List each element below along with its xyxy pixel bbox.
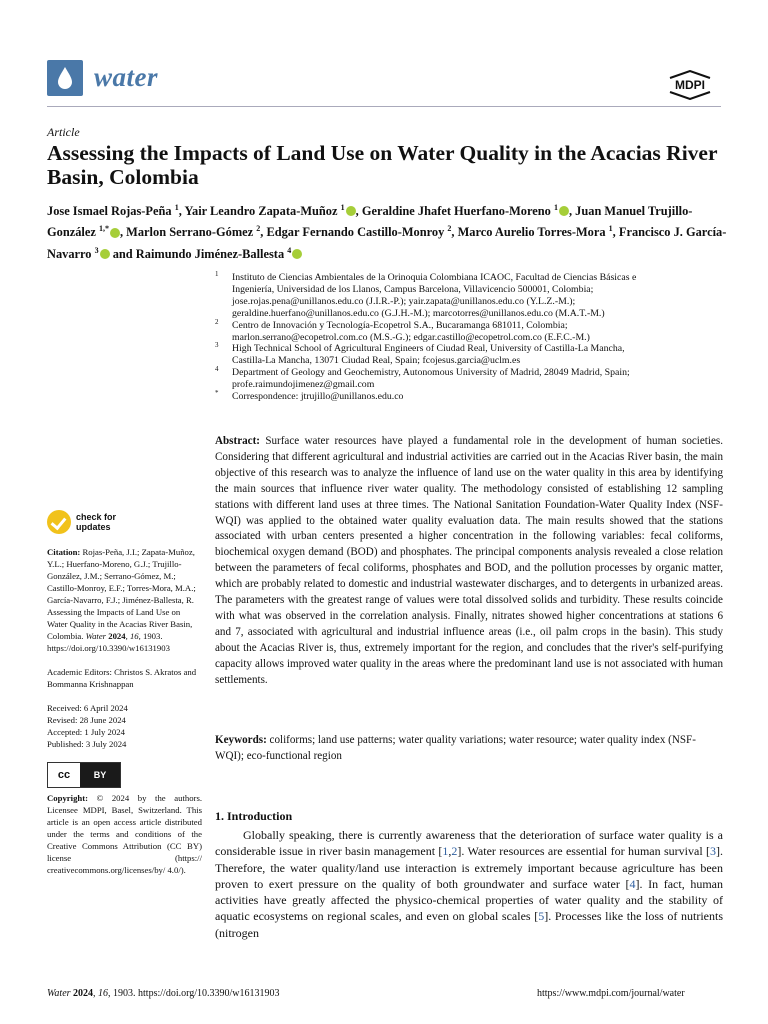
journal-logo-icon [47,60,83,96]
author-affiliation-sup: 2 [256,224,261,234]
affiliation [215,343,725,367]
affiliation-line: marlon.serrano@ecopetrol.com.co (M.S.-G.); edgar.castillo@ecopetrol.com.co (E.F.C.-M.) [232,331,590,343]
affiliation-number: 1 [215,270,219,278]
by-icon: BY [80,763,120,787]
intro-text: ]. Water resources are essential for human survival [ [457,844,711,859]
citation-doi[interactable]: , 1903. https://doi.org/10.3390/w16131903 [47,631,170,653]
affiliation-line: Instituto de Ciencias Ambientales de la Orinoquia Colombiana ICAOC, Facultad de Ciencias Básicas e [232,272,637,283]
affiliation-line: profe.raimundojimenez@gmail.com [232,379,375,391]
author-name: Geraldine Jhafet Huerfano-Moreno [361,204,554,219]
footer-doi[interactable]: , 1903. https://doi.org/10.3390/w16131903 [108,988,280,999]
check-for-updates-badge[interactable] [47,510,202,534]
mdpi-logo[interactable] [664,70,716,100]
affiliation [215,367,725,391]
affiliation-number: 4 [215,365,219,374]
check-updates-line1: check for [76,512,117,522]
author-name: Francisco J. García-Navarro [47,225,727,261]
reference-link[interactable]: 5 [538,909,545,924]
author-affiliation-sup: 1 [608,224,613,234]
paper-title: Assessing the Impacts of Land Use on Water Quality in the Acacias River Basin, Colombia [47,141,718,189]
affiliation-line: High Technical School of Agricultural Engineers of Ciudad Real, University of Castilla-La Mancha, [232,343,625,355]
affiliation-number: 2 [215,317,219,326]
reference-link[interactable]: 1 [442,844,449,859]
date-revised: Revised: 28 June 2024 [47,715,126,725]
author-name: Marlon Serrano-Gómez [126,225,257,240]
author-name: Juan Manuel Trujillo-González [47,204,693,240]
author-name: Edgar Fernando Castillo-Monroy [266,225,448,240]
author-affiliation-sup: 1 [174,203,179,212]
author-name: Jose Ismael Rojas-Peña [47,204,175,219]
affiliation-line: jose.rojas.pena@unillanos.edu.co (J.I.R.-P.); yair.zapata@unillanos.edu.co (Y.L.Z.-M.); [232,295,576,307]
check-updates-icon [47,510,71,534]
affiliation-line: Centro de Innovación y Tecnología-Ecopetrol S.A., Bucaramanga 681011, Colombia; [232,319,568,331]
footer-journal: Water [47,988,71,999]
orcid-icon[interactable] [559,206,569,216]
dates [47,702,202,750]
orcid-icon[interactable] [346,206,356,216]
reference-link[interactable]: 4 [629,876,636,891]
abstract [215,434,723,689]
citation: Citation: Rojas-Peña, J.I.; Zapata-Muñoz, Y.L.; Huerfano-Moreno, G.J.; Trujillo-González, J.M.; Serrano-Gómez, M.; Castillo-Monroy, E.F.; Torres-Mora, M.A.; García-Navarro, F.J.; Jiménez-Ballesta, R. Assessing the Impacts of Land Use on Water Quality in the Acacias River Basin, Colombia. Water 2024, 16, 1903. https://doi.org/10.3390/w16131903 [47,547,196,653]
affiliation [215,272,725,320]
intro-text: Globally speaking, there is currently awareness that the deterioration of surface water quality is a considerable issue in river basin management [ [215,828,723,859]
intro-paragraph [215,827,723,941]
orcid-icon[interactable] [110,228,120,238]
keywords [215,732,723,764]
intro-text: ]. Therefore, the water quality/land use interaction is extremely important because agriculture has been proven to exert pressure on the quality of both groundwater and surface water [ [215,844,724,891]
author-affiliation-sup: 3 [94,245,99,255]
author-affiliation-sup: 4 [287,245,292,255]
affiliation [215,391,725,403]
date-published: Published: 3 July 2024 [47,739,127,749]
mdpi-logo-text: MDPI [675,78,705,92]
citation-volume: 16 [129,631,139,641]
affiliation-line: geraldine.huerfano@unillanos.edu.co (G.J.H.-M.); marcotorres@unillanos.edu.co (M.A.T.-M.) [232,307,605,319]
affiliations [215,272,725,403]
author-name: Yair Leandro Zapata-Muñoz [184,204,341,219]
author-list: Jose Ismael Rojas-Peña $^1$, Yair Leandro Zapata-Muñoz $^1$ , Geraldine Jhafet Huerfano-Moreno $^1$ , Juan Manuel Trujillo-González $^{1,*}$ , Marlon Serrano-Gómez $^2$, Edgar Fernando Castillo-Monroy $^2$, Marco Aurelio Torres-Mora $^1$, Francisco J. García-Navarro $^3$ and Raimundo Jiménez-Ballesta $^4$ [47,203,727,261]
academic-editors: Academic Editors: Christos S. Akratos and Bommanna Krishnappan [47,667,197,689]
affiliation [215,317,725,344]
affiliation-number: * [215,389,219,398]
author-name: Raimundo Jiménez-Ballesta [135,246,288,261]
citation-label: Citation: [47,547,81,557]
copyright-text: © 2024 by the authors. Licensee MDPI, Basel, Switzerland. This article is an open access article distributed under the terms and conditions of the Creative Commons Attribution (CC BY) license (https:// creativecommons.org/licenses/by/ 4.0/). [47,793,202,875]
affiliation-line: Castilla-La Mancha, 13071 Ciudad Real, Spain; fcojesus.garcia@uclm.es [232,355,521,367]
check-updates-line2: updates [76,522,111,532]
abstract-text: Surface water resources have played a fundamental role in the development of human societies. Considering that different agricultural and industrial activities are carried out in the Acacias River basin, the main objective of this research was to analyze the influence of land use on the water quality in this area by identifying the main sources that influence river water quality. The methodology consisted of establishing 12 sampling stations with different land uses at three times. The National Sanitation Foundation-Water Quality Index (NSF-WQI) was applied to the obtained water quality evaluation data. The main results showed that the stations associated with urban centers presented a higher concentration in the following variables: fecal coliforms, biochemical oxygen demand (BOD) and phosphates. The principal components analysis revealed a close relation between the parameters of fecal coliforms, phosphates and BOD, and the pollution processes by organic matter, which are probably related to domestic and industrial wastewater discharges, and to detergents in urbanized areas. The parameters with the greatest range of values were total dissolved solids and turbidity. These results coincide with what was observed in the correlation analysis. Finally, nitrates showed higher concentrations at stations 6 and 7, associated with agricultural and industrial influence areas (i.e., oil palm crops in the basin). This study about the Acacias River is, thus, extremely important for the region, and concludes that the river's self-purifying capacity allows improved water quality in the areas where the predominant land use is not associated with human settlements. [215,435,723,686]
intro-text: ]. In fact, human activities have greatly affected the physico-chemical properties of water quality and the stability of aquatic ecosystems on regional scales, and even on global scales [ [215,876,723,924]
footer-journal-url[interactable]: https://www.mdpi.com/journal/water [537,988,685,999]
sidebar [47,510,202,876]
date-received: Received: 6 April 2024 [47,703,128,713]
reference-link[interactable]: 3 [710,844,717,859]
citation-journal: Water [85,631,107,641]
orcid-icon[interactable] [292,249,302,259]
copyright [47,792,202,876]
footer-year: 2024 [73,988,94,999]
copyright-label: Copyright: [47,793,89,803]
footer-volume: 16 [98,988,109,999]
author-name: Marco Aurelio Torres-Mora [457,225,609,240]
reference-link[interactable]: 2 [451,844,458,859]
citation-year: 2024 [108,631,126,641]
article-type: Article [47,125,80,139]
header-divider [47,106,721,107]
author-affiliation-sup: 2 [447,224,452,234]
journal-name[interactable]: water [94,62,159,92]
affiliation-line: Ingeniería, Universidad de los Llanos, Campus Barcelona, Villavicencio 500001, Colombia; [232,283,594,295]
intro-text: , [448,844,452,859]
abstract-label: Abstract: [215,435,260,447]
affiliation-line: Department of Geology and Geochemistry, Autonomous University of Madrid, 28049 Madrid, Spain; [232,367,630,379]
cc-by-badge[interactable] [47,762,121,788]
date-accepted: Accepted: 1 July 2024 [47,727,125,737]
orcid-icon[interactable] [100,249,110,259]
section-heading: 1. Introduction [215,809,293,823]
affiliation-line: Correspondence: jtrujillo@unillanos.edu.co [232,391,404,403]
author-affiliation-sup: 1 [340,203,345,212]
cc-icon: cc [48,763,80,787]
citation-text: Rojas-Peña, J.I.; Zapata-Muñoz, Y.L.; Huerfano-Moreno, G.J.; Trujillo-González, J.M.; Serrano-Gómez, M.; Castillo-Monroy, E.F.; Torres-Mora, M.A.; García-Navarro, F.J.; Jiménez-Ballesta, R. Assessing the Impacts of Land Use on Water Quality in the Acacias River Basin, Colombia. [47,547,196,641]
keywords-label: Keywords: [215,734,267,746]
author-affiliation-sup: 1 [553,203,558,212]
keywords-text: coliforms; land use patterns; water quality variations; water resource; water quality index (NSF-WQI); eco-functional region [215,734,696,762]
footer-citation: Water 2024, 16, 1903. https://doi.org/10.3390/w16131903 [47,988,280,999]
intro-text: ]. Processes like the loss of nutrients (nitrogen [215,909,723,940]
author-affiliation-sup: 1,* [98,224,109,234]
affiliation-number: 3 [215,341,219,350]
